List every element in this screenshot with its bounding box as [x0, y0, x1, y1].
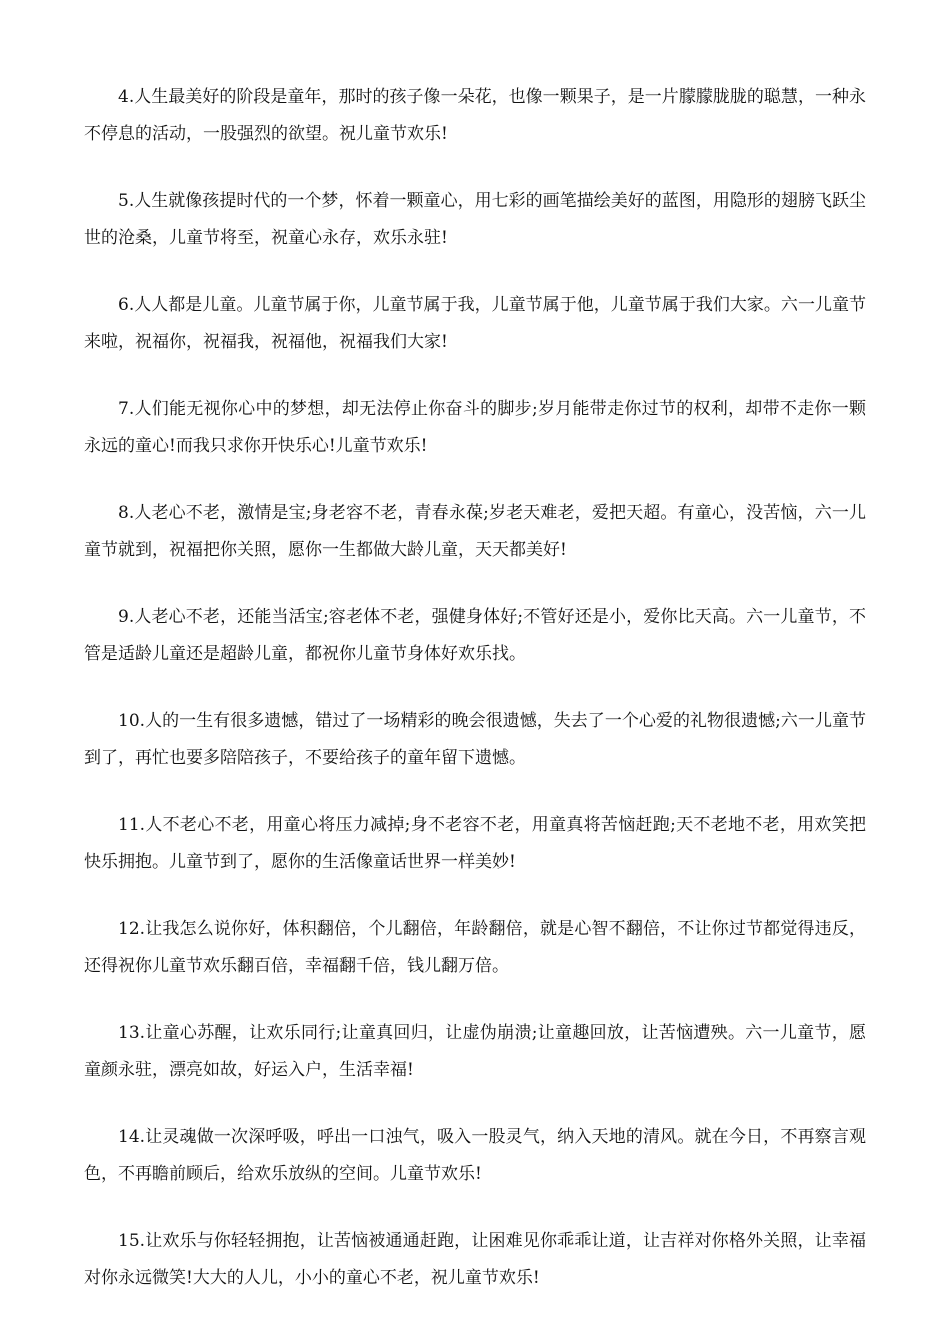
- paragraph-12: 12.让我怎么说你好，体积翻倍，个儿翻倍，年龄翻倍，就是心智不翻倍，不让你过节都觉得违反，还得祝你儿童节欢乐翻百倍，幸福翻千倍，钱儿翻万倍。: [84, 919, 866, 976]
- paragraph-14: 14.让灵魂做一次深呼吸，呼出一口浊气，吸入一股灵气，纳入天地的清风。就在今日，不再察言观色，不再瞻前顾后，给欢乐放纵的空间。儿童节欢乐!: [84, 1127, 866, 1184]
- paragraph-7: 7.人们能无视你心中的梦想，却无法停止你奋斗的脚步;岁月能带走你过节的权利，却带不走你一颗永远的童心!而我只求你开快乐心!儿童节欢乐!: [84, 399, 866, 456]
- paragraph-5: 5.人生就像孩提时代的一个梦，怀着一颗童心，用七彩的画笔描绘美好的蓝图，用隐形的翅膀飞跃尘世的沧桑，儿童节将至，祝童心永存，欢乐永驻!: [84, 191, 866, 248]
- paragraph-4: 4.人生最美好的阶段是童年，那时的孩子像一朵花，也像一颗果子，是一片朦朦胧胧的聪慧，一种永不停息的活动，一股强烈的欲望。祝儿童节欢乐!: [84, 87, 866, 144]
- paragraph-8: 8.人老心不老，激情是宝;身老容不老，青春永葆;岁老天难老，爱把天超。有童心，没苦恼，六一儿童节就到，祝福把你关照，愿你一生都做大龄儿童，天天都美好!: [84, 503, 866, 560]
- paragraph-6: 6.人人都是儿童。儿童节属于你，儿童节属于我，儿童节属于他，儿童节属于我们大家。六一儿童节来啦，祝福你，祝福我，祝福他，祝福我们大家!: [84, 295, 866, 352]
- document-body: [84, 79, 866, 1327]
- paragraph-10: 10.人的一生有很多遗憾，错过了一场精彩的晚会很遗憾，失去了一个心爱的礼物很遗憾;六一儿童节到了，再忙也要多陪陪孩子，不要给孩子的童年留下遗憾。: [84, 711, 866, 768]
- paragraph-11: 11.人不老心不老，用童心将压力减掉;身不老容不老，用童真将苦恼赶跑;天不老地不老，用欢笑把快乐拥抱。儿童节到了，愿你的生活像童话世界一样美妙!: [84, 815, 866, 872]
- paragraph-13: 13.让童心苏醒，让欢乐同行;让童真回归，让虚伪崩溃;让童趣回放，让苦恼遭殃。六一儿童节，愿童颜永驻，漂亮如故，好运入户，生活幸福!: [84, 1023, 866, 1080]
- paragraph-15: 15.让欢乐与你轻轻拥抱，让苦恼被通通赶跑，让困难见你乖乖让道，让吉祥对你格外关照，让幸福对你永远微笑!大大的人儿，小小的童心不老，祝儿童节欢乐!: [84, 1231, 866, 1288]
- paragraph-9: 9.人老心不老，还能当活宝;容老体不老，强健身体好;不管好还是小，爱你比天高。六一儿童节，不管是适龄儿童还是超龄儿童，都祝你儿童节身体好欢乐找。: [84, 607, 866, 664]
